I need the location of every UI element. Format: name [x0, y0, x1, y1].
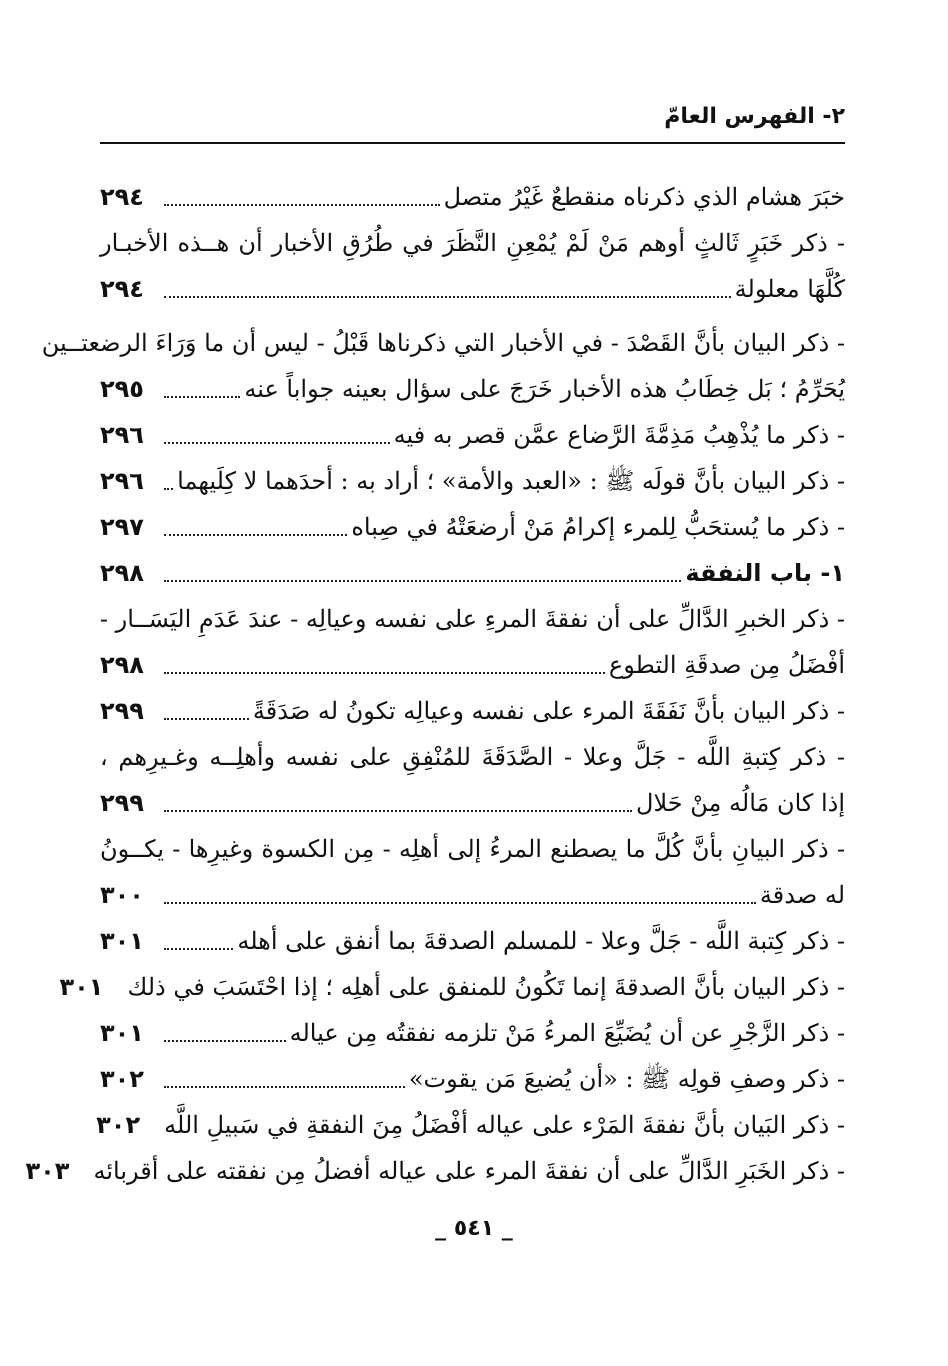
index-entry	[59, 964, 845, 1010]
entry-page: ٣٠١	[59, 973, 104, 1001]
index-entry	[100, 458, 845, 504]
entry-page: ٣٠١	[100, 1019, 144, 1047]
index-entry	[100, 734, 845, 780]
index-entry	[100, 872, 845, 918]
entry-text: - ذكر البيانِ بأنَّ كُلَّ ما يصطنع المرءُ إلى أهلِه - مِن الكسوة وغيرِها - يكــونُ	[100, 835, 845, 863]
index-entry	[41, 320, 845, 366]
entry-page: ٣٠٢	[96, 1111, 141, 1139]
entry-text: يُحَرِّمُ ؛ بَل خِطَابُ هذه الأخبار خَرَجَ على سؤال بعينه جواباً عنه	[244, 375, 845, 403]
entry-page: ٢٩٧	[100, 513, 144, 541]
leader-dots	[164, 1036, 286, 1042]
entry-page: ٣٠١	[100, 927, 144, 955]
index-entry	[25, 1148, 845, 1194]
entry-text: - ذكر وصفِ قولِه ﷺ : «أن يُضيعَ مَن يقوت»	[408, 1065, 845, 1093]
leader-dots	[164, 200, 440, 206]
index-entry	[100, 826, 845, 872]
leader-dots	[164, 944, 233, 950]
entry-page: ٣٠٣	[25, 1157, 70, 1185]
leader-dots	[164, 292, 731, 298]
entry-text: - ذكر ما يُستحَبُّ لِلمرء إكرامُ مَنْ أرضعَتْهُ في صِباه	[351, 513, 845, 541]
page-number: _ ٥٤١ _	[435, 1216, 513, 1241]
entry-page: ٢٩٦	[100, 421, 144, 449]
entry-page: ٢٩٥	[100, 375, 144, 403]
entry-page: ٢٩٨	[100, 651, 144, 679]
entry-page: ٢٩٩	[100, 789, 144, 817]
entry-text: - ذكر الخبرِ الدَّالِّ على أن نفقةَ المرءِ على نفسه وعيالِه - عندَ عَدَمِ اليَسَــار -	[99, 605, 845, 633]
chapter-heading	[100, 550, 845, 596]
entry-text: - ذكر البيان بأنَّ القَصْدَ - في الأخبار التي ذكرناها قَبْلُ - ليس أن ما وَرَاءَ الرضعتــين	[41, 329, 845, 357]
leader-dots	[164, 576, 681, 582]
index-entry	[96, 1102, 845, 1148]
index-entry	[100, 596, 845, 642]
index-entry	[100, 174, 845, 220]
index-entry	[100, 780, 845, 826]
entry-text: خبَرَ هشام الذي ذكرناه منقطعٌ غَيْرُ متصل	[443, 183, 845, 211]
leader-dots	[164, 806, 632, 812]
entry-text: إذا كان مَالُه مِنْ حَلال	[636, 789, 845, 817]
entry-text: أفْضَلُ مِن صدقَةِ التطوع	[608, 651, 845, 679]
entry-text: - ذكر البيان بأنَّ نَفَقَةَ المرء على نفسه وعيالِه تكونُ له صَدَقَةً	[252, 697, 845, 725]
entry-text: - ذكر كِتبة اللَّه - جَلَّ وعلا - للمسلم الصدقةَ بما أنفق على أهله	[237, 927, 845, 955]
leader-dots	[164, 438, 390, 444]
header-rule	[100, 142, 845, 144]
index-entry	[100, 366, 845, 412]
leader-dots	[164, 484, 173, 490]
entry-text: - ذكر البيان بأنَّ الصدقةَ إنما تَكُونُ للمنفق على أهلِه ؛ إذا احْتَسَبَ في ذلك	[127, 973, 845, 1001]
index-entry	[100, 1010, 845, 1056]
entry-text: ١- باب النفقة	[685, 559, 845, 587]
leader-dots	[164, 898, 756, 904]
entry-text: - ذكر البَيان بأنَّ نفقةَ المَرْء على عياله أفْضَلُ مِنَ النفقةِ في سَبيلِ اللَّه	[164, 1111, 845, 1139]
entry-page: ٣٠٠	[100, 881, 144, 909]
entry-text: - ذكر خَبَرٍ ثَالثٍ أوهم مَنْ لَمْ يُمْعِنِ النَّظَرَ في طُرُقِ الأخبار أن هــذه الأخبـار	[100, 229, 845, 257]
entry-page: ٢٩٦	[100, 467, 144, 495]
leader-dots	[164, 530, 347, 536]
section-header: ٢- الفهرس العامّ	[664, 104, 845, 129]
entry-text: - ذكر الخَبَرِ الدَّالِّ على أن نفقةَ المرء على عياله أفضلُ مِن نفقته على أقربائه	[93, 1157, 845, 1185]
leader-dots	[164, 1082, 405, 1088]
entry-text: - ذكر البيان بأنَّ قولَه ﷺ : «العبد والأمة» ؛ أراد به : أحدَهما لا كِلَيهما	[177, 467, 845, 495]
entry-text: - ذكر الزَّجْرِ عن أن يُضَيِّعَ المرءُ مَنْ تلزمه نفقتُه مِن عياله	[289, 1019, 845, 1047]
entry-text: - ذكر ما يُذْهِبُ مَذِمَّةَ الرَّضاع عمَّن قصر به فيه	[393, 421, 845, 449]
leader-dots	[164, 392, 240, 398]
index-entries	[25, 174, 845, 1194]
leader-dots	[164, 668, 605, 674]
index-entry	[100, 918, 845, 964]
entry-text: كُلَّهَا معلولة	[734, 275, 845, 303]
entry-text: - ذكر كِتبةِ اللَّه - جَلَّ وعلا - الصَّدَقَةَ للمُنْفِقِ على نفسه وأهلِــه وغـيرِهم ،	[100, 743, 845, 771]
index-entry	[100, 504, 845, 550]
index-entry	[100, 412, 845, 458]
index-entry	[100, 642, 845, 688]
index-entry	[100, 220, 845, 266]
entry-page: ٣٠٢	[100, 1065, 144, 1093]
entry-text: له صدقة	[759, 881, 845, 909]
index-entry	[100, 1056, 845, 1102]
index-entry	[100, 688, 845, 734]
entry-page: ٢٩٤	[100, 275, 144, 303]
entry-page: ٢٩٨	[100, 559, 144, 587]
entry-page: ٢٩٩	[100, 697, 144, 725]
entry-page: ٢٩٤	[100, 183, 144, 211]
leader-dots	[164, 714, 249, 720]
index-entry	[100, 266, 845, 312]
